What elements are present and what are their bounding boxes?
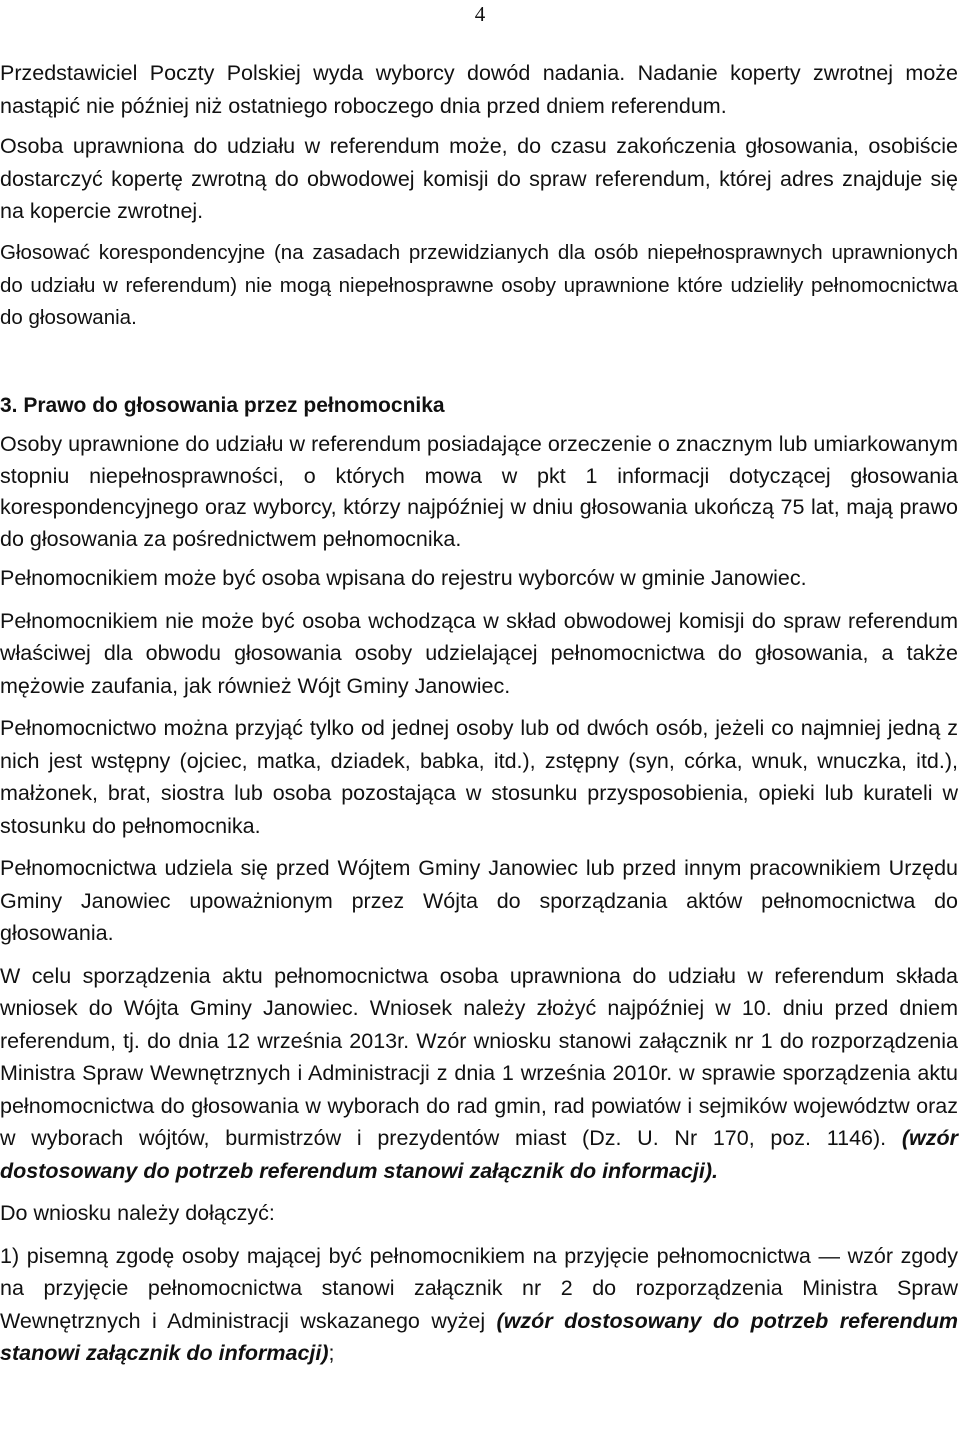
paragraph-proxy-limits: Pełnomocnictwo można przyjąć tylko od jednej osoby lub od dwóch osób, jeżeli co najmniej jedną z nich jest wstępny (ojciec, matka, dziadek, babka, itd.), zstępny (syn, córka, wnuk, wnuczka, itd.), małżonek, brat, siostra lub osoba pozostająca w stosunku przysposobienia, opieki lub kurateli w stosunku do pełnomocnika.: [0, 716, 958, 838]
list-item-written-consent: [0, 1240, 958, 1370]
consent-attachment-note: (wzór dostosowany do potrzeb referendum stanowi załącznik do informacji): [0, 1308, 958, 1366]
paragraph-correspondence-exclusion: Głosować korespondencyjne (na zasadach przewidzianych dla osób niepełnosprawnych uprawnionych do udziału w referendum) nie mogą niepełnosprawne osoby uprawnione które udzieliły pełnomocnictwa do głosowania.: [0, 240, 958, 330]
paragraph-personal-delivery: Osoba uprawniona do udziału w referendum może, do czasu zakończenia głosowania, osobiście dostarczyć kopertę zwrotną do obwodowej komisji do spraw referendum, której adres znajduje się na kopercie zwrotnej.: [0, 134, 958, 224]
paragraph-application: [0, 960, 958, 1188]
consent-tail: ;: [328, 1341, 335, 1366]
paragraph-delivery-receipt: Przedstawiciel Poczty Polskiej wyda wyborcy dowód nadania. Nadanie koperty zwrotnej może nastąpić nie później niż ostatniego roboczego dnia przed dniem referendum.: [0, 61, 958, 118]
document-body: [0, 57, 958, 1370]
application-text: W celu sporządzenia aktu pełnomocnictwa osoba uprawniona do udziału w referendum składa wniosek do Wójta Gminy Janowiec. Wniosek należy złożyć najpóźniej w 10. dniu przed dniem referendum, tj. do dnia 12 września 2013r. Wzór wniosku stanowi załącznik nr 1 do rozporządzenia Ministra Spraw Wewnętrznych i Administracji z dnia 1 września 2010r. w sprawie sporządzenia aktu pełnomocnictwa do głosowania w wyborach do rad gmin, rad powiatów i sejmików województw oraz w wyborach wójtów, burmistrzów i prezydentów miast (Dz. U. Nr 170, poz. 1146).: [0, 963, 958, 1151]
application-attachment-note: (wzór dostosowany do potrzeb referendum stanowi załącznik do informacji).: [0, 1126, 958, 1183]
paragraph-eligible-persons: Osoby uprawnione do udziału w referendum posiadające orzeczenie o znacznym lub umiarkowanym stopniu niepełnosprawności, o których mowa w pkt 1 informacji dotyczącej głosowania korespondencyjnego oraz wyborcy, którzy najpóźniej w dniu głosowania ukończą 75 lat, mają prawo do głosowania za pośrednictwem pełnomocnika.: [0, 432, 958, 551]
page-number: 4: [474, 2, 486, 26]
paragraph-proxy-exclusions: Pełnomocnikiem nie może być osoba wchodząca w skład obwodowej komisji do spraw referendum właściwej dla obwodu głosowania osoby udzielającej pełnomocnictwa do głosowania, a także mężowie zaufania, jak również Wójt Gminy Janowiec.: [0, 608, 958, 698]
section-heading-proxy-voting: 3. Prawo do głosowania przez pełnomocnika: [0, 393, 445, 417]
paragraph-proxy-register: Pełnomocnikiem może być osoba wpisana do rejestru wyborców w gminie Janowiec.: [0, 566, 807, 591]
paragraph-proxy-grant: Pełnomocnictwa udziela się przed Wójtem Gminy Janowiec lub przed innym pracownikiem Urzędu Gminy Janowiec upoważnionym przez Wójta do sporządzania aktów pełnomocnictwa do głosowania.: [0, 856, 958, 946]
consent-text: 1) pisemną zgodę osoby mającej być pełnomocnikiem na przyjęcie pełnomocnictwa — wzór zgody na przyjęcie pełnomocnictwa stanowi załącznik nr 2 do rozporządzenia Ministra Spraw Wewnętrznych i Administracji wskazanego wyżej: [0, 1243, 958, 1333]
paragraph-attachments-intro: Do wniosku należy dołączyć:: [0, 1201, 275, 1226]
